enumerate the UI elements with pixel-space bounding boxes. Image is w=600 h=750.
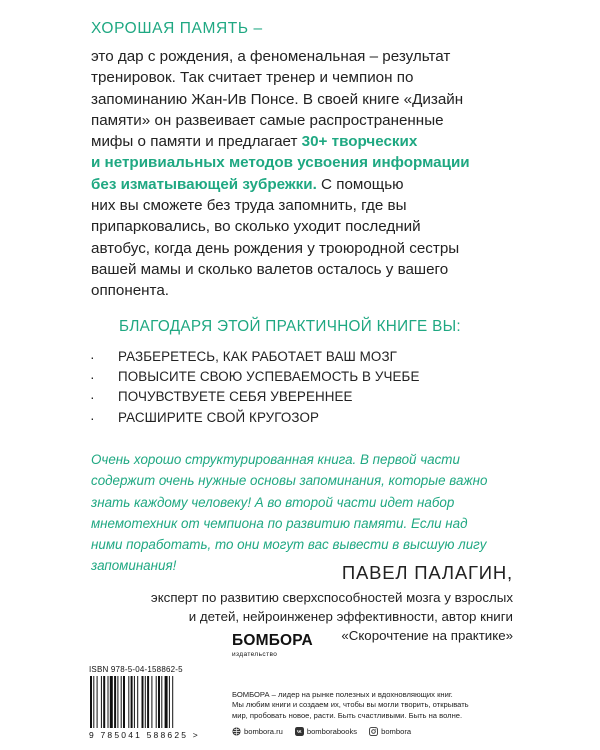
social-website[interactable] bbox=[232, 727, 283, 736]
social-label: bombora bbox=[381, 727, 412, 736]
publisher-text-line: Мы любим книги и создаем их, чтобы вы могли творить, открывать bbox=[232, 700, 469, 710]
author-desc-line: «Скорочтение на практике» bbox=[341, 628, 513, 643]
publisher-text-line: БОМБОРА – лидер на рынке полезных и вдохновляющих книг. bbox=[232, 690, 453, 699]
barcode-number: 9 785041 588625 > bbox=[89, 730, 200, 740]
vk-icon bbox=[295, 727, 304, 736]
benefit-label: ПОЧУВСТВУЕТЕ СЕБЯ УВЕРЕННЕЕ bbox=[118, 389, 353, 405]
description-line: оппонента. bbox=[91, 282, 170, 300]
bullet-icon: · bbox=[90, 369, 95, 386]
social-label: bombora.ru bbox=[244, 727, 283, 736]
benefit-label: ПОВЫСИТЕ СВОЮ УСПЕВАЕМОСТЬ В УЧЕБЕ bbox=[118, 369, 420, 385]
publisher-socials bbox=[232, 727, 411, 736]
bullet-icon: · bbox=[90, 389, 95, 406]
bullet-icon: · bbox=[90, 409, 95, 426]
description-line bbox=[91, 174, 531, 195]
publisher-text bbox=[232, 690, 469, 721]
description-line bbox=[91, 131, 531, 152]
publisher-text-line: мир, пробовать новое, расти. Быть счастливыми. Быть на волне. bbox=[232, 710, 463, 720]
benefit-item bbox=[90, 387, 419, 407]
barcode-icon bbox=[88, 676, 206, 732]
benefit-item bbox=[90, 408, 419, 428]
quote-line: Очень хорошо структурированная книга. В первой части bbox=[91, 452, 460, 467]
publisher-logo: БОМБОРА bbox=[232, 632, 313, 649]
benefits-title: БЛАГОДАРЯ ЭТОЙ ПРАКТИЧНОЙ КНИГЕ ВЫ: bbox=[119, 318, 461, 335]
globe-icon bbox=[232, 727, 241, 736]
benefit-item bbox=[90, 367, 419, 387]
author-description bbox=[151, 588, 513, 645]
author-desc-line: эксперт по развитию сверхспособностей мозга у взрослых bbox=[150, 590, 513, 605]
quote-line: знать каждому человеку! А во второй части идет набор bbox=[91, 494, 455, 510]
quote-line: мнемотехник от чемпиона по развитию памяти. Если над bbox=[91, 515, 468, 531]
quote-line: содержит очень нужные основы запоминания, которые важно bbox=[91, 473, 488, 489]
description bbox=[91, 46, 531, 302]
author-name: ПАВЕЛ ПАЛАГИН, bbox=[341, 562, 513, 583]
benefit-label: РАСШИРИТЕ СВОЙ КРУГОЗОР bbox=[118, 409, 319, 425]
description-text: С помощью bbox=[316, 175, 404, 193]
review-quote bbox=[91, 449, 487, 577]
instagram-icon bbox=[369, 727, 378, 736]
isbn-label: ISBN 978-5-04-158862-5 bbox=[89, 665, 183, 674]
benefit-label: РАЗБЕРЕТЕСЬ, КАК РАБОТАЕТ ВАШ МОЗГ bbox=[118, 349, 397, 364]
social-vk[interactable] bbox=[295, 727, 357, 736]
description-highlight: и нетривиальных методов усвоения информации bbox=[91, 154, 470, 172]
description-line: припарковались, во сколько уходит последний bbox=[91, 218, 421, 236]
description-line: это дар с рождения, а феноменальная – результат bbox=[91, 48, 451, 65]
description-line: автобус, когда день рождения у троюродной сестры bbox=[91, 239, 460, 257]
quote-line: запоминания! bbox=[91, 558, 177, 574]
author-desc-line: и детей, нейроинженер эффективности, автор книги bbox=[188, 609, 513, 624]
description-line: них вы сможете без труда запомнить, где вы bbox=[91, 197, 407, 215]
description-line: памяти» он развеивает самые распространенные bbox=[91, 111, 444, 129]
description-highlight: без изматывающей зубрежки. bbox=[91, 175, 317, 193]
description-text: мифы о памяти и предлагает bbox=[91, 133, 302, 151]
description-line: запоминанию Жан-Ив Понсе. В своей книге «Дизайн bbox=[91, 90, 464, 108]
description-highlight: 30+ творческих bbox=[301, 133, 418, 151]
publisher-logo-sub: издательство bbox=[232, 651, 278, 658]
bullet-icon: · bbox=[90, 349, 95, 365]
social-label: bomborabooks bbox=[306, 727, 358, 736]
heading: ХОРОШАЯ ПАМЯТЬ – bbox=[91, 20, 263, 37]
quote-line: ними поработать, то они могут вас вывести в высшую лигу bbox=[91, 537, 487, 553]
benefit-item bbox=[90, 347, 419, 367]
benefits-list bbox=[90, 347, 419, 428]
description-line: тренировок. Так считает тренер и чемпион по bbox=[91, 69, 414, 87]
description-line: вашей мамы и сколько валетов осталось у вашего bbox=[91, 260, 449, 278]
social-instagram[interactable] bbox=[369, 727, 411, 736]
